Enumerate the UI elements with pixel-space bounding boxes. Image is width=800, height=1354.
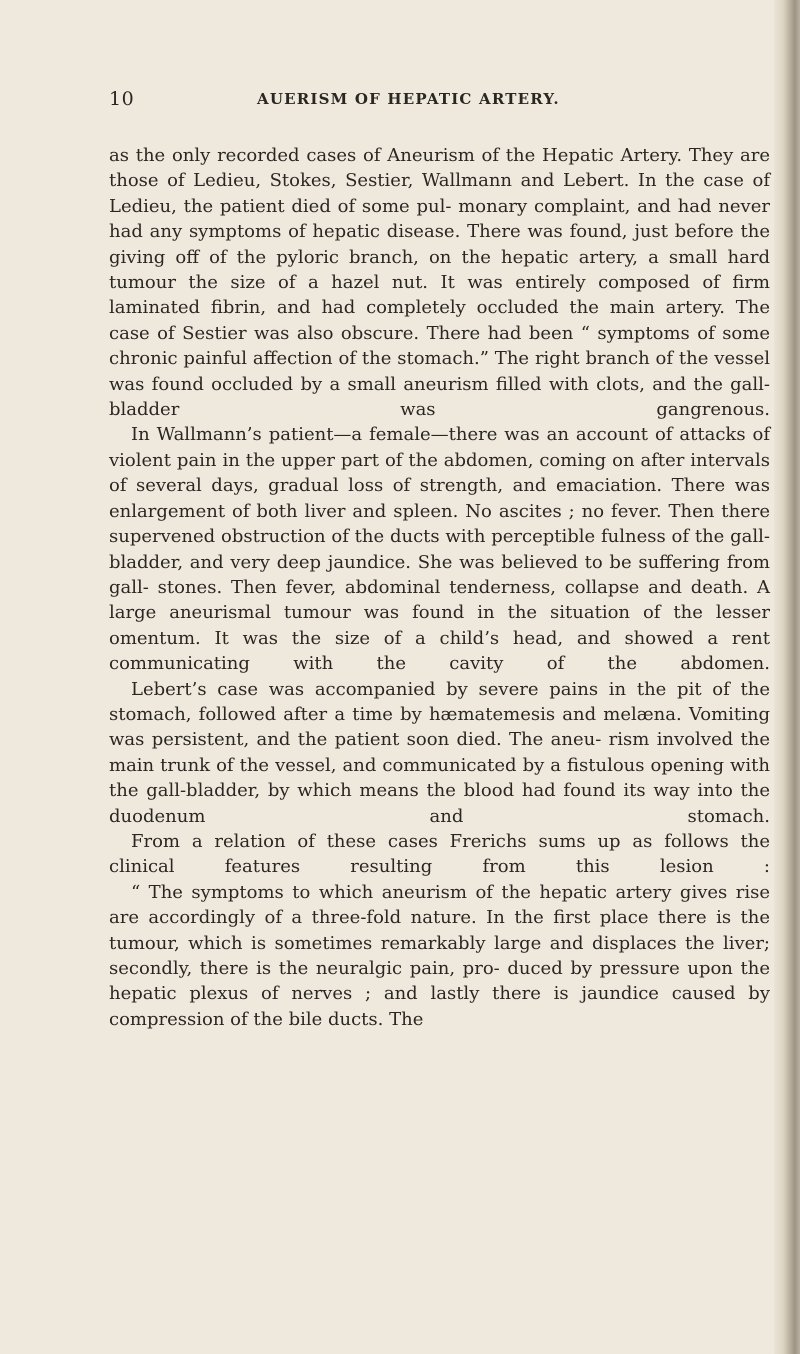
body-text [109, 143, 770, 1032]
paragraph-ledieu-sestier: as the only recorded cases of Aneurism of the Hepatic Artery. They are those of Ledieu, Stokes, Sestier, Wallmann and Lebert. In the case of Ledieu, the patient died of some pul- monary complaint, and had never had any symptoms of hepatic disease. There was found, just before the giving off of the pyloric branch, on the hepatic artery, a small hard tumour the size of a hazel nut. It was entirely composed of firm laminated fibrin, and had completely occluded the main artery. The case of Sestier was also obscure. There had been “ symptoms of some chronic painful affection of the stomach.” The right branch of the vessel was found occluded by a small aneurism filled with clots, and the gall-bladder was gangrenous. [109, 145, 770, 421]
paragraph-frerichs-quote: “ The symptoms to which aneurism of the hepatic artery gives rise are accordingly of a three-fold nature. In the first place there is the tumour, which is sometimes remarkably large and displaces the liver; secondly, there is the neuralgic pain, pro- duced by pressure upon the hepatic plexus of nerves ; and lastly there is jaundice caused by compression of the bile ducts. The [109, 881, 770, 1030]
running-title: AUERISM OF HEPATIC ARTERY. [257, 90, 560, 108]
page-number: 10 [109, 88, 135, 110]
paragraph-frerichs-intro: From a relation of these cases Frerichs sums up as follows the clinical features resulting from this lesion : [109, 830, 770, 878]
paragraph-lebert: Lebert’s case was accompanied by severe pains in the pit of the stomach, followed after a time by hæmatemesis and melæna. Vomiting was persistent, and the patient soon died. The aneu- rism involved the main trunk of the vessel, and communicated by a fistulous opening with the gall-bladder, by which means the blood had found its way into the duodenum and stomach. [109, 678, 770, 827]
page-edge-shadow [774, 0, 800, 1354]
paragraph-wallmann: In Wallmann’s patient—a female—there was an account of attacks of violent pain in the upper part of the abdomen, coming on after intervals of several days, gradual loss of strength, and emaciation. There was enlargement of both liver and spleen. No ascites ; no fever. Then there supervened obstruction of the ducts with perceptible fulness of the gall-bladder, and very deep jaundice. She was believed to be suffering from gall- stones. Then fever, abdominal tenderness, collapse and death. A large aneurismal tumour was found in the situation of the lesser omentum. It was the size of a child’s head, and showed a rent communicating with the cavity of the abdomen. [109, 424, 770, 675]
page-header [109, 88, 769, 118]
